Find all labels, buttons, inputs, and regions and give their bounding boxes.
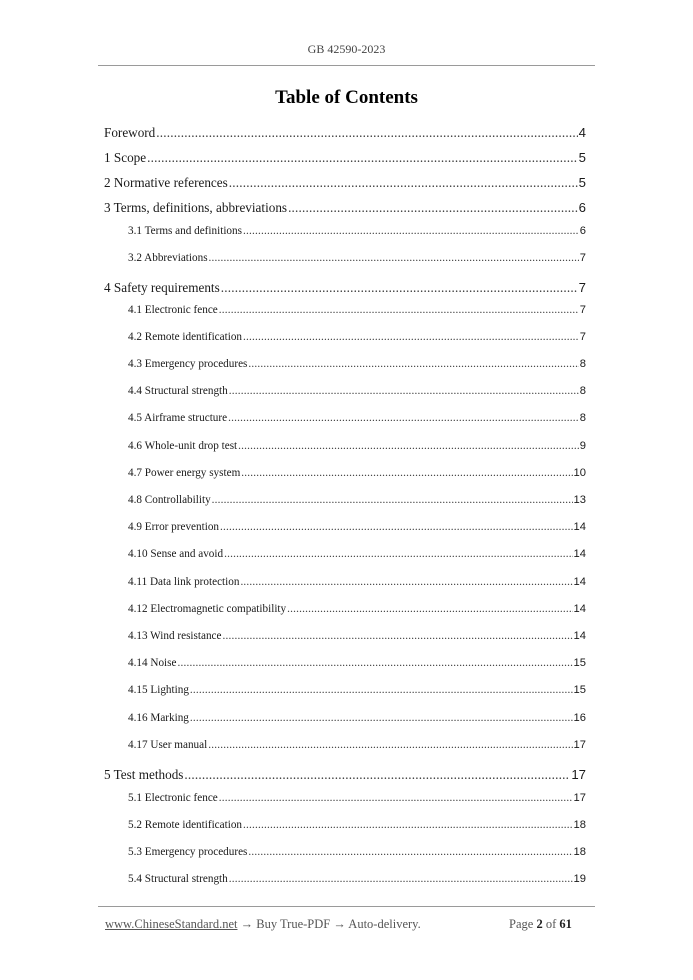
toc-entry[interactable]: [128, 304, 586, 316]
toc-entry-page: 8: [579, 412, 586, 424]
toc-entry-page: 8: [579, 385, 586, 397]
dot-leader: [208, 739, 572, 751]
dot-leader: [248, 846, 572, 858]
toc-entry-page: 17: [573, 792, 586, 804]
toc-entry-page: 14: [573, 603, 586, 615]
dot-leader: [238, 440, 579, 452]
toc-entry-label: 4.4 Structural strength: [128, 385, 228, 397]
toc-entry[interactable]: [128, 576, 586, 588]
toc-entry[interactable]: [128, 521, 586, 533]
toc-entry-page: 18: [573, 819, 586, 831]
toc-entry[interactable]: [128, 819, 586, 831]
toc-entry[interactable]: [128, 440, 586, 452]
toc-entry[interactable]: [104, 125, 586, 141]
dot-leader: [209, 252, 579, 264]
dot-leader: [229, 385, 579, 397]
toc-entry-label: Foreword: [104, 125, 156, 140]
toc-entry-label: 4.5 Airframe structure: [128, 412, 228, 424]
toc-entry-page: 14: [573, 548, 586, 560]
toc-entry-page: 14: [573, 630, 586, 642]
dot-leader: [229, 175, 578, 191]
toc-entry[interactable]: [128, 331, 586, 343]
toc-entry[interactable]: [128, 712, 586, 724]
toc-entry-label: 4.8 Controllability: [128, 494, 211, 506]
toc-entry-label: 4.15 Lighting: [128, 684, 189, 696]
toc-entry-label: 4.3 Emergency procedures: [128, 358, 248, 370]
toc-entry[interactable]: [128, 657, 586, 669]
toc-entry[interactable]: [104, 767, 586, 783]
toc-entry[interactable]: [128, 739, 586, 751]
toc-entry-label: 5 Test methods: [104, 767, 184, 782]
toc-entry-label: 4.10 Sense and avoid: [128, 548, 224, 560]
toc-entry-page: 17: [573, 739, 586, 751]
toc-entry-page: 7: [579, 252, 586, 264]
toc-entry-page: 7: [578, 280, 586, 295]
toc-entry-label: 4.16 Marking: [128, 712, 189, 724]
dot-leader: [243, 819, 573, 831]
toc-entry-page: 10: [573, 467, 586, 479]
toc-entry[interactable]: [128, 846, 586, 858]
toc-entry-page: 17: [571, 767, 586, 782]
dot-leader: [184, 767, 570, 783]
dot-leader: [212, 494, 573, 506]
toc-entry-page: 8: [579, 358, 586, 370]
toc-entry-label: 4.9 Error prevention: [128, 521, 220, 533]
dot-leader: [177, 657, 572, 669]
dot-leader: [219, 304, 579, 316]
dot-leader: [220, 521, 573, 533]
page-indicator: [509, 917, 572, 932]
toc-entry-label: 3.2 Abbreviations: [128, 252, 208, 264]
dot-leader: [229, 873, 573, 885]
toc-entry-page: 16: [573, 712, 586, 724]
promo-text: → Buy True-PDF → Auto-delivery.: [237, 917, 421, 931]
toc-entry[interactable]: [128, 548, 586, 560]
toc-entry-page: 14: [573, 521, 586, 533]
page-total: 61: [559, 917, 572, 931]
toc-entry[interactable]: [128, 873, 586, 885]
toc-entry-page: 5: [578, 150, 586, 165]
dot-leader: [228, 412, 579, 424]
toc-entry-label: 2 Normative references: [104, 175, 228, 190]
toc-entry-label: 4.1 Electronic fence: [128, 304, 218, 316]
toc-entry-label: 4.17 User manual: [128, 739, 208, 751]
toc-entry-label: 4.2 Remote identification: [128, 331, 243, 343]
dot-leader: [243, 331, 579, 343]
toc-entry[interactable]: [128, 225, 586, 237]
toc-entry-label: 5.1 Electronic fence: [128, 792, 218, 804]
toc-entry-page: 6: [579, 225, 586, 237]
toc-entry[interactable]: [128, 467, 586, 479]
toc-entry-label: 5.2 Remote identification: [128, 819, 243, 831]
dot-leader: [241, 467, 572, 479]
footer-promo: [105, 917, 421, 932]
toc-entry[interactable]: [128, 252, 586, 264]
toc-entry-page: 9: [579, 440, 586, 452]
toc-entry-label: 4.7 Power energy system: [128, 467, 241, 479]
toc-entry-page: 5: [578, 175, 586, 190]
footer-divider: [98, 906, 595, 907]
page-current: 2: [536, 917, 543, 931]
toc-entry-page: 14: [573, 576, 586, 588]
dot-leader: [221, 280, 578, 296]
dot-leader: [287, 603, 572, 615]
toc-entry-label: 3 Terms, definitions, abbreviations: [104, 200, 288, 215]
toc-entry-label: 4 Safety requirements: [104, 280, 220, 295]
toc-entry[interactable]: [104, 280, 586, 296]
toc-entry-label: 4.14 Noise: [128, 657, 177, 669]
dot-leader: [147, 150, 578, 166]
toc-entry-page: 6: [578, 200, 586, 215]
document-code: GB 42590-2023: [307, 42, 386, 56]
dot-leader: [243, 225, 579, 237]
dot-leader: [156, 125, 577, 141]
toc-entry-label: 4.6 Whole-unit drop test: [128, 440, 238, 452]
toc-entry-page: 4: [578, 125, 586, 140]
dot-leader: [288, 200, 578, 216]
toc-entry-page: 15: [573, 657, 586, 669]
dot-leader: [219, 792, 573, 804]
toc-entry[interactable]: [128, 603, 586, 615]
toc-entry[interactable]: [128, 412, 586, 424]
toc-entry-label: 5.3 Emergency procedures: [128, 846, 248, 858]
dot-leader: [224, 548, 572, 560]
toc-entry[interactable]: [104, 150, 586, 166]
toc-entry-label: 5.4 Structural strength: [128, 873, 228, 885]
toc-entry-page: 13: [573, 494, 586, 506]
toc-entry[interactable]: [128, 684, 586, 696]
toc-entry[interactable]: [104, 175, 586, 191]
toc-entry[interactable]: [128, 358, 586, 370]
page-word: Page: [509, 917, 534, 931]
toc-entry-label: 4.12 Electromagnetic compatibility: [128, 603, 287, 615]
toc-entry-page: 18: [573, 846, 586, 858]
dot-leader: [222, 630, 572, 642]
toc-entry[interactable]: [128, 385, 586, 397]
toc-entry-label: 3.1 Terms and definitions: [128, 225, 242, 237]
toc-entry[interactable]: [128, 792, 586, 804]
page-of: of: [545, 917, 557, 931]
dot-leader: [248, 358, 578, 370]
toc-entry-page: 7: [579, 304, 586, 316]
toc-title: Table of Contents: [275, 87, 418, 108]
toc-entry[interactable]: [104, 200, 586, 216]
toc-entry[interactable]: [128, 630, 586, 642]
toc-entry-page: 19: [573, 873, 586, 885]
toc-entry-page: 15: [573, 684, 586, 696]
toc-entry-label: 1 Scope: [104, 150, 147, 165]
toc-entry-label: 4.13 Wind resistance: [128, 630, 222, 642]
toc-entry-label: 4.11 Data link protection: [128, 576, 240, 588]
toc-entry[interactable]: [128, 494, 586, 506]
website-link[interactable]: www.ChineseStandard.net: [105, 917, 238, 931]
dot-leader: [190, 684, 573, 696]
toc-entry-page: 7: [579, 331, 586, 343]
dot-leader: [240, 576, 572, 588]
dot-leader: [190, 712, 573, 724]
